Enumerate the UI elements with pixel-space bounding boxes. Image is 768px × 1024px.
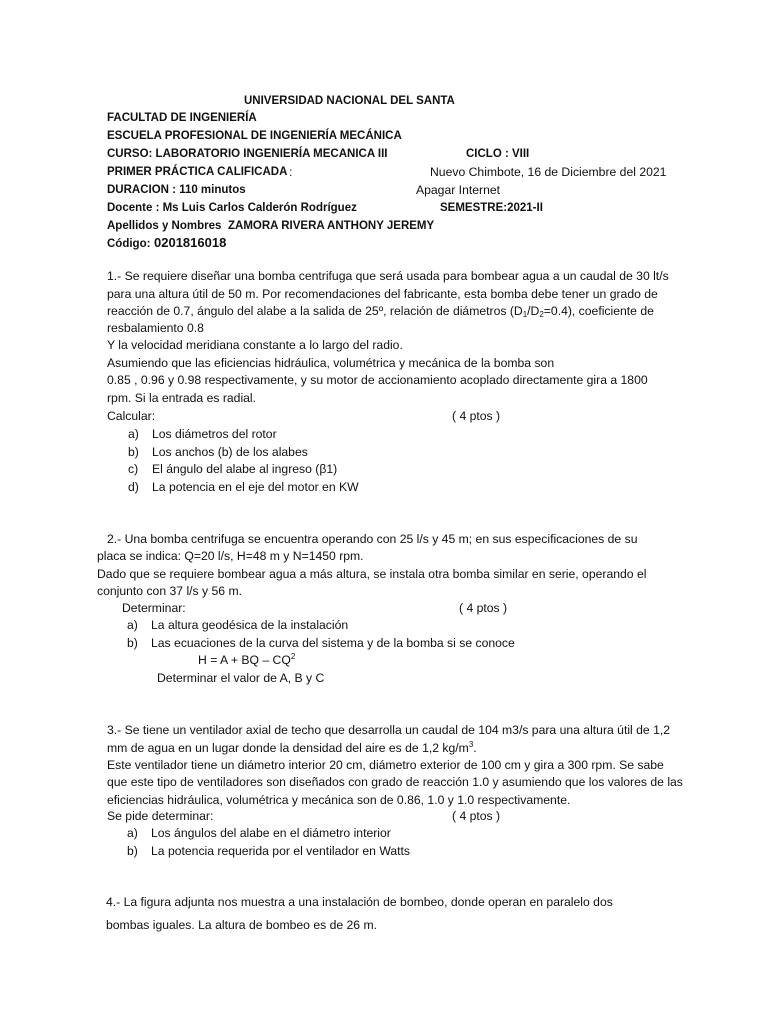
cycle-label: CICLO : VIII — [466, 148, 530, 160]
list-item-label: d) — [128, 479, 139, 494]
q1-line: resbalamiento 0.8 — [107, 321, 204, 335]
q3-line-density — [107, 740, 477, 756]
q4-line: bombas iguales. La altura de bombeo es de 26 m. — [106, 918, 378, 932]
q1-ratio-sub1: 1 — [522, 310, 528, 319]
list-item-label: b) — [127, 843, 138, 858]
list-item-text: Los diámetros del rotor — [152, 427, 277, 441]
q2-line: 2.- Una bomba centrifuga se encuentra operando con 25 l/s y 45 m; en sus especificaciones de su — [107, 532, 638, 546]
q3-points: ( 4 ptos ) — [452, 809, 501, 823]
q1-line: Y la velocidad meridiana constante a lo largo del radio. — [107, 338, 403, 352]
q2-formula-text: H = A + BQ – CQ — [198, 653, 291, 667]
q2-formula-exponent: 2 — [290, 652, 296, 661]
list-item-label: b) — [128, 444, 139, 459]
q2-final-line: Determinar el valor de A, B y C — [157, 671, 325, 685]
q1-ratio-text-b: /D — [527, 304, 540, 318]
q3-line: Este ventilador tiene un diámetro interior 20 cm, diámetro exterior de 100 cm y gira a 300 rpm. Se sabe — [107, 758, 664, 772]
exam-duration: DURACION : 110 minutos — [107, 184, 246, 196]
internet-note: Apagar Internet — [416, 183, 501, 197]
q3-line: eficiencias hidráulica, volumétrica y mecánica son de 0.86, 1.0 y 1.0 respectivamente. — [107, 793, 571, 807]
list-item-text: La altura geodésica de la instalación — [151, 618, 349, 632]
list-item-text: La potencia en el eje del motor en KW — [152, 479, 359, 494]
q2-points: ( 4 ptos ) — [459, 601, 508, 615]
q1-ratio-text-c: =0.4), coeficiente de — [543, 304, 654, 318]
q1-line: Asumiendo que las eficiencias hidráulica, volumétrica y mecánica de la bomba son — [107, 356, 555, 370]
q2-determine-label: Determinar: — [122, 601, 186, 615]
q1-points: ( 4 ptos ) — [452, 409, 501, 423]
q2-formula — [198, 652, 295, 668]
q4-line: 4.- La figura adjunta nos muestra a una instalación de bombeo, donde operan en paralelo dos — [106, 895, 613, 909]
list-item-text: Las ecuaciones de la curva del sistema y de la bomba si se conoce — [151, 635, 515, 650]
q1-ratio-text-a: reacción de 0.7, ángulo del alabe a la salida de 25º, relación de diámetros (D — [107, 304, 523, 318]
q1-calc-label: Calcular: — [107, 409, 156, 423]
teacher-name: Docente : Ms Luis Carlos Calderón Rodríguez — [107, 202, 357, 214]
list-item-text: Los ángulos del alabe en el diámetro interior — [151, 826, 391, 840]
faculty-name: FACULTAD DE INGENIERÍA — [107, 112, 257, 124]
student-names-value: ZAMORA RIVERA ANTHONY JEREMY — [228, 220, 435, 232]
q3-line: que este tipo de ventiladores son diseñados con grado de reacción 1.0 y asumiendo que los valores de las — [107, 775, 683, 789]
list-item-text: La potencia requerida por el ventilador en Watts — [151, 843, 411, 858]
list-item-text: Los anchos (b) de los alabes — [152, 444, 308, 459]
student-code-label: Código: — [107, 238, 151, 250]
university-name: UNIVERSIDAD NACIONAL DEL SANTA — [244, 95, 455, 107]
q1-line: 1.- Se requiere diseñar una bomba centrifuga que será usada para bombear agua a un caudal de 30 lt/s — [107, 269, 669, 283]
semester-label: SEMESTRE:2021-II — [440, 202, 543, 214]
list-item-label: c) — [128, 462, 139, 476]
student-names-label: Apellidos y Nombres — [107, 220, 222, 232]
q1-line: para una altura útil de 50 m. Por recomendaciones del fabricante, esta bomba debe tener un grado de — [107, 287, 658, 301]
school-name: ESCUELA PROFESIONAL DE INGENIERÍA MECÁNICA — [107, 130, 402, 142]
q1-line-diameter-ratio — [107, 303, 654, 319]
list-item-label: b) — [127, 635, 138, 650]
q3-density-text: mm de agua en un lugar donde la densidad del aire es de 1,2 kg/m — [107, 741, 469, 755]
q1-line: 0.85 , 0.96 y 0.98 respectivamente, y su motor de accionamiento acoplado directamente gira a 1800 — [107, 373, 648, 387]
q2-line: Dado que se requiere bombear agua a más altura, se instala otra bomba similar en serie, operando el — [97, 567, 647, 581]
course-name: CURSO: LABORATORIO INGENIERÍA MECANICA III — [107, 148, 388, 160]
q1-ratio-sub2: 2 — [539, 310, 544, 319]
q3-density-exponent: 3 — [468, 740, 474, 749]
q3-determine-label: Se pide determinar: — [107, 809, 214, 823]
list-item-label: a) — [127, 826, 138, 840]
exam-date: Nuevo Chimbote, 16 de Diciembre del 2021 — [430, 165, 667, 179]
exam-title-colon: : — [289, 165, 293, 179]
student-code-value: 0201816018 — [154, 235, 227, 250]
q3-density-period: . — [473, 741, 477, 755]
q2-line: placa se indica: Q=20 l/s, H=48 m y N=1450 rpm. — [97, 549, 364, 563]
q3-line: 3.- Se tiene un ventilador axial de techo que desarrolla un caudal de 104 m3/s para una altura útil de 1,2 — [107, 723, 671, 737]
list-item-text: El ángulo del alabe al ingreso (β1) — [152, 462, 338, 476]
q1-line: rpm. Si la entrada es radial. — [107, 391, 257, 405]
list-item-label: a) — [128, 427, 139, 441]
exam-title: PRIMER PRÁCTICA CALIFICADA — [107, 166, 288, 178]
list-item-label: a) — [127, 618, 138, 632]
q2-line: conjunto con 37 l/s y 56 m. — [97, 584, 242, 598]
